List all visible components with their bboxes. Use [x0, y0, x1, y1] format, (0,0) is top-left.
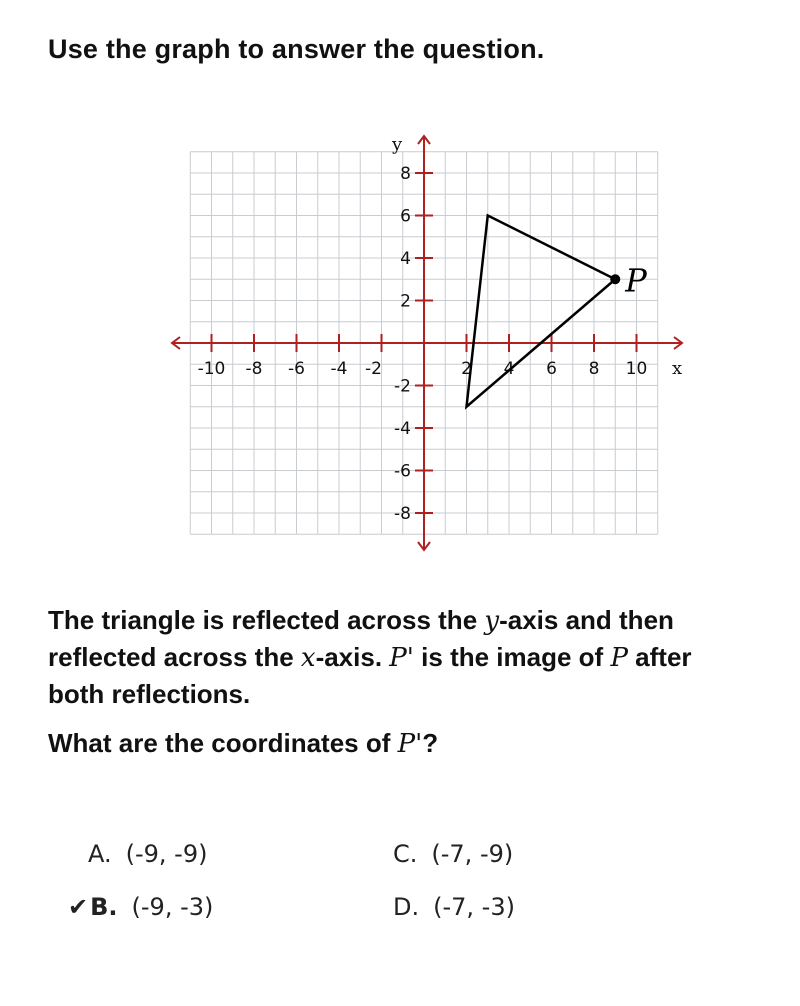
x-tick-label: -4 [330, 359, 348, 379]
y-tick-label: 6 [400, 206, 411, 227]
x-tick-label: 6 [546, 359, 557, 379]
instruction-heading: Use the graph to answer the question. [48, 34, 545, 64]
y-tick-label: -6 [394, 461, 411, 482]
x-tick-label: -10 [197, 359, 226, 379]
coordinate-graph [160, 128, 700, 568]
x-tick-label: -6 [288, 359, 305, 379]
var-y: y [484, 606, 500, 636]
y-tick-label: 4 [400, 249, 411, 269]
choice-a[interactable]: A. (-9, -9) [88, 840, 208, 868]
x-tick-label: 4 [503, 359, 515, 379]
graph-axes [172, 136, 682, 550]
point-p-label: P [625, 261, 647, 300]
checkmark-icon: ✔ [68, 893, 89, 921]
var-x: x [300, 643, 316, 673]
prompt-question: What are the coordinates of P'? [48, 728, 439, 759]
var-p-prime: P' [389, 643, 414, 673]
x-tick-label: 2 [461, 359, 472, 379]
choice-c[interactable]: C. (-7, -9) [393, 840, 514, 868]
x-tick-label: 10 [625, 359, 648, 379]
y-tick-label: -2 [394, 376, 411, 397]
choice-d[interactable]: D. (-7, -3) [393, 893, 515, 921]
y-axis-label: y [392, 134, 403, 155]
x-tick-label: -8 [245, 359, 263, 379]
y-tick-label: -8 [394, 504, 411, 524]
x-tick-label: -2 [365, 359, 382, 379]
y-tick-label: -4 [394, 419, 411, 439]
x-tick-label: 8 [588, 359, 600, 379]
x-axis-label: x [672, 358, 683, 379]
y-tick-label: 8 [400, 164, 411, 184]
point-p-marker [610, 274, 620, 284]
choice-b[interactable]: ✔B. (-9, -3) [68, 893, 214, 921]
var-p: P [610, 643, 628, 673]
y-tick-label: 2 [400, 291, 411, 312]
question-text: The triangle is reflected across the y-axis and then reflected across the x-axis. P' is the image of P after both reflections. [48, 605, 692, 709]
